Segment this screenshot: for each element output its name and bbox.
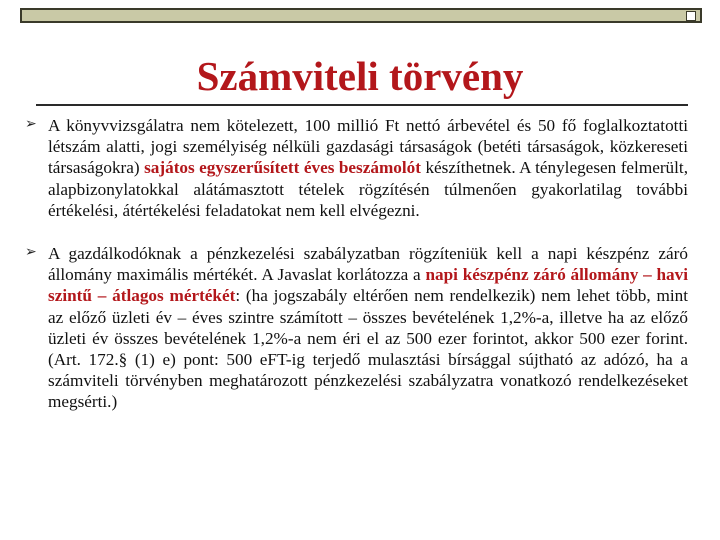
bullet-text [48, 115, 688, 221]
arrow-bullet-icon: ➢ [25, 117, 37, 132]
arrow-bullet-icon: ➢ [25, 245, 37, 261]
bullet-list [25, 115, 688, 413]
decorative-header-bar [20, 8, 702, 23]
bullet-text-part: : (ha jogszabály eltérően nem rendelkezik) nem lehet több, mint az előző üzleti év – éves szintre számított – összes bevételének 1,2%-a, illetve ha az előző üzleti év összes bevételének 1,2%-a nem éri el az 500 ezer forintot, akkor 500 ezer forint. (Art. 172.§ (1) e) pont: 500 eFT-ig terjedő mulasztási bírsággal sújtható az adózó, ha a számviteli törvényben meghatározott pénzkezelési szabályzatra vonatkozó rendelkezéseket megsérti.) [48, 286, 688, 412]
highlighted-phrase: napi készpénz záró állomány – havi szintű – átlagos mértékét [48, 265, 688, 306]
bullet-text-part: A könyvvizsgálatra nem kötelezett, 100 millió Ft nettó árbevétel és 50 fő foglalkoztatotti létszám alatti, jogi személyiség nélküli gazdasági társaságok (betéti társaságok, közkereseti társaságokra) [48, 116, 688, 178]
bullet-item [25, 243, 688, 413]
bullet-item [25, 115, 688, 221]
bullet-text [48, 243, 688, 413]
header-square-icon [686, 11, 696, 21]
slide-title: Számviteli törvény [196, 53, 524, 99]
highlighted-phrase: sajátos egyszerűsített éves beszámolót [144, 158, 421, 178]
bullet-text-part: készíthetnek. A ténylegesen felmerült, alapbizonylatokkal alátámasztott tételek rögzítésén túlmenően gyakorlatilag további értékelési, átértékelési feladatokat nem kell elvégezni. [48, 158, 688, 220]
title-divider [36, 104, 688, 106]
bullet-text-part: A gazdálkodóknak a pénzkezelési szabályzatban rögzíteniük kell a napi készpénz záró állomány maximális mértékét. A Javaslat korlátozza a [48, 244, 688, 285]
